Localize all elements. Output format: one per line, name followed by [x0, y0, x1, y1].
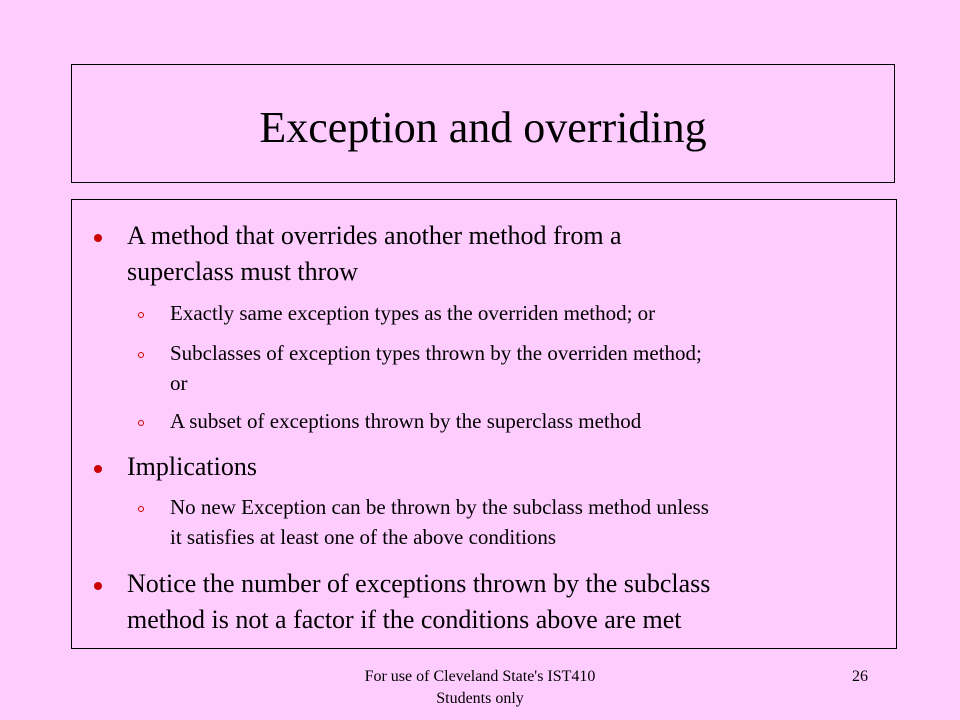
content-box: [71, 199, 897, 649]
footer-line: Students only: [436, 690, 524, 707]
sub-bullet-text: [170, 338, 870, 398]
sub-bullet-text-line: Subclasses of exception types thrown by the overriden method;: [170, 341, 702, 365]
sub-bullet-icon: [138, 506, 144, 512]
bullet-text-line: Notice the number of exceptions thrown by the subclass: [127, 569, 711, 598]
footer-line: For use of Cleveland State's IST410: [364, 668, 596, 685]
bullet-text: [127, 449, 867, 485]
sub-bullet-text-line: or: [170, 371, 188, 395]
bullet-text-line: method is not a factor if the conditions above are met: [127, 605, 682, 634]
sub-bullet-icon: [138, 352, 144, 358]
bullet-text-line: A method that overrides another method from a: [127, 221, 622, 250]
bullet-text: [127, 218, 867, 290]
sub-bullet-text-line: A subset of exceptions thrown by the superclass method: [170, 409, 642, 433]
footer-text: [300, 666, 660, 710]
title-box: [71, 64, 895, 183]
bullet-dot-icon: [94, 465, 102, 473]
page-number: 26: [852, 668, 868, 685]
bullet-dot-icon: [94, 234, 102, 242]
sub-bullet-icon: [138, 420, 144, 426]
sub-bullet-text: [170, 492, 870, 552]
bullet-dot-icon: [94, 582, 102, 590]
sub-bullet-text-line: Exactly same exception types as the overriden method; or: [170, 301, 656, 325]
sub-bullet-text-line: No new Exception can be thrown by the subclass method unless: [170, 495, 709, 519]
sub-bullet-text: [170, 298, 870, 328]
bullet-text: [127, 566, 867, 638]
sub-bullet-icon: [138, 312, 144, 318]
sub-bullet-text-line: it satisfies at least one of the above conditions: [170, 525, 557, 549]
bullet-text-line: Implications: [127, 452, 257, 481]
slide-title: Exception and overriding: [259, 102, 707, 152]
bullet-text-line: superclass must throw: [127, 257, 359, 286]
sub-bullet-text: [170, 406, 870, 436]
